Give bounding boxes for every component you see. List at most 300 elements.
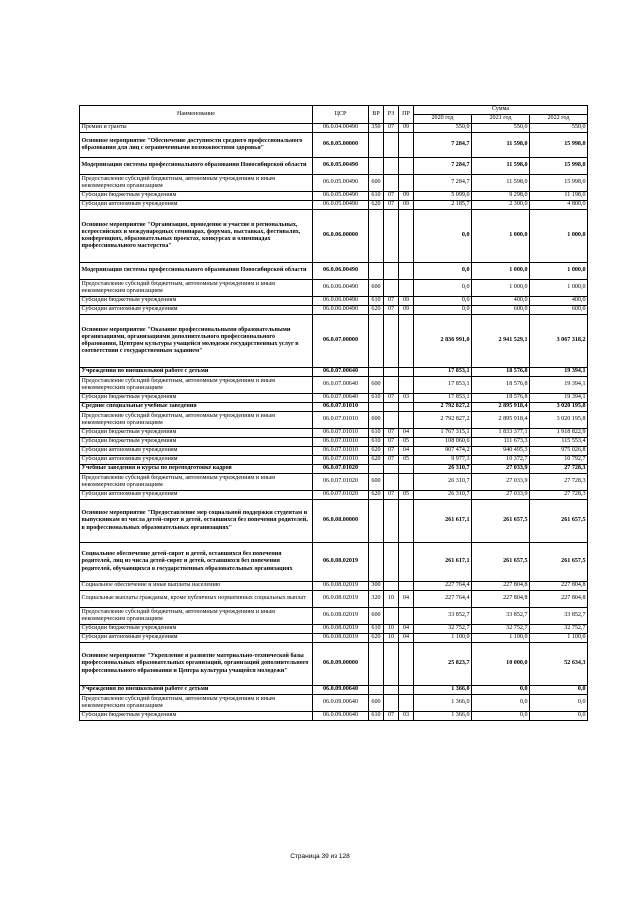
cell-v2020: 0,0 bbox=[414, 280, 472, 297]
cell-v2020: 26 310,7 bbox=[414, 465, 472, 474]
cell-name: Субсидии бюджетным учреждениям bbox=[80, 625, 313, 634]
header-vr: ВР bbox=[369, 106, 384, 124]
cell-rz: 07 bbox=[384, 201, 399, 210]
cell-v2022: 227 804,8 bbox=[530, 591, 588, 608]
cell-rz: 07 bbox=[384, 456, 399, 465]
cell-csr: 06.0.09.00640 bbox=[313, 695, 369, 712]
cell-rz bbox=[384, 210, 399, 263]
cell-rz: 07 bbox=[384, 192, 399, 201]
cell-vr bbox=[369, 263, 384, 280]
cell-name: Основное мероприятие "Оказание профессиональными образовательными организациями, организациями дополнительного профессионального образования, Центром культуры учащейся молодежи государственных услуг в соответствии с государственным заданием" bbox=[80, 315, 313, 368]
cell-pr: 09 bbox=[399, 297, 414, 306]
cell-v2021: 1 000,0 bbox=[472, 263, 530, 280]
cell-csr: 06.0.07.01010 bbox=[313, 403, 369, 412]
cell-rz bbox=[384, 608, 399, 625]
cell-name: Субсидии бюджетным учреждениям bbox=[80, 712, 313, 721]
table-row bbox=[80, 634, 588, 643]
cell-v2021: 227 804,8 bbox=[472, 591, 530, 608]
cell-pr bbox=[399, 695, 414, 712]
cell-v2021: 1 833 377,1 bbox=[472, 429, 530, 438]
cell-vr bbox=[369, 686, 384, 695]
cell-rz bbox=[384, 582, 399, 591]
cell-rz bbox=[384, 368, 399, 377]
cell-v2022: 11 198,0 bbox=[530, 192, 588, 201]
cell-v2021: 11 598,0 bbox=[472, 175, 530, 192]
cell-csr: 06.0.08.02019 bbox=[313, 608, 369, 625]
cell-vr bbox=[369, 158, 384, 175]
cell-name: Предоставление субсидий бюджетным, автономным учреждениям и иным некоммерческим организациям bbox=[80, 474, 313, 491]
table-row bbox=[80, 201, 588, 210]
cell-rz bbox=[384, 543, 399, 582]
cell-vr: 620 bbox=[369, 447, 384, 456]
cell-pr bbox=[399, 263, 414, 280]
cell-pr: 05 bbox=[399, 491, 414, 500]
cell-v2020: 0,0 bbox=[414, 263, 472, 280]
cell-csr: 06.0.07.00640 bbox=[313, 368, 369, 377]
cell-v2021: 27 033,9 bbox=[472, 465, 530, 474]
cell-vr: 600 bbox=[369, 280, 384, 297]
budget-table-container bbox=[79, 105, 587, 721]
cell-v2021: 10 000,0 bbox=[472, 643, 530, 686]
cell-v2020: 32 752,7 bbox=[414, 625, 472, 634]
cell-csr: 06.0.06.00490 bbox=[313, 306, 369, 315]
cell-v2021: 32 752,7 bbox=[472, 625, 530, 634]
cell-csr: 06.0.07.00640 bbox=[313, 377, 369, 394]
header-csr: ЦСР bbox=[313, 106, 369, 124]
cell-csr: 06.0.05.00490 bbox=[313, 158, 369, 175]
cell-v2021: 18 576,8 bbox=[472, 394, 530, 403]
cell-v2022: 52 634,3 bbox=[530, 643, 588, 686]
cell-name: Субсидии бюджетным учреждениям bbox=[80, 429, 313, 438]
cell-vr: 610 bbox=[369, 297, 384, 306]
cell-pr: 04 bbox=[399, 634, 414, 643]
cell-csr: 06.0.05.00000 bbox=[313, 133, 369, 158]
cell-pr: 09 bbox=[399, 201, 414, 210]
cell-pr bbox=[399, 133, 414, 158]
cell-name: Социальные выплаты гражданам, кроме публичных нормативных социальных выплат bbox=[80, 591, 313, 608]
cell-v2022: 19 394,1 bbox=[530, 368, 588, 377]
cell-rz: 07 bbox=[384, 306, 399, 315]
cell-vr bbox=[369, 643, 384, 686]
cell-rz: 07 bbox=[384, 491, 399, 500]
cell-rz bbox=[384, 686, 399, 695]
cell-vr bbox=[369, 315, 384, 368]
cell-csr: 06.0.08.02019 bbox=[313, 625, 369, 634]
cell-pr: 05 bbox=[399, 438, 414, 447]
cell-vr bbox=[369, 133, 384, 158]
cell-csr: 06.0.09.00640 bbox=[313, 686, 369, 695]
cell-name: Субсидии бюджетным учреждениям bbox=[80, 394, 313, 403]
table-row bbox=[80, 491, 588, 500]
cell-name: Премии и гранты bbox=[80, 124, 313, 133]
cell-v2020: 1 366,0 bbox=[414, 712, 472, 721]
cell-vr: 620 bbox=[369, 306, 384, 315]
cell-v2020: 2 792 827,2 bbox=[414, 412, 472, 429]
header-year-2020: 2020 год bbox=[414, 115, 472, 124]
table-row bbox=[80, 625, 588, 634]
cell-rz: 10 bbox=[384, 591, 399, 608]
cell-csr: 06.0.09.00000 bbox=[313, 643, 369, 686]
cell-v2022: 15 998,0 bbox=[530, 175, 588, 192]
cell-vr: 600 bbox=[369, 695, 384, 712]
cell-name: Субсидии автономным учреждениям bbox=[80, 634, 313, 643]
cell-v2020: 2 792 827,2 bbox=[414, 403, 472, 412]
table-row bbox=[80, 712, 588, 721]
cell-pr: 03 bbox=[399, 394, 414, 403]
table-row bbox=[80, 686, 588, 695]
cell-pr bbox=[399, 377, 414, 394]
cell-rz: 07 bbox=[384, 447, 399, 456]
table-row bbox=[80, 582, 588, 591]
cell-csr: 06.0.08.02019 bbox=[313, 582, 369, 591]
cell-name: Основное мероприятие "Организация, проведение и участие в региональных, всероссийских и международных семинарах, форумах, выставках, фестивалях, конференциях, образовательных проектах, конкурсах и олимпиадах профессионального мастерства" bbox=[80, 210, 313, 263]
cell-v2020: 33 852,7 bbox=[414, 608, 472, 625]
cell-pr: 09 bbox=[399, 306, 414, 315]
cell-v2021: 400,0 bbox=[472, 297, 530, 306]
cell-pr bbox=[399, 500, 414, 543]
cell-pr bbox=[399, 412, 414, 429]
cell-name: Субсидии автономным учреждениям bbox=[80, 201, 313, 210]
cell-name: Основное мероприятие "Обеспечение доступности среднего профессионального образования для лиц с ограниченными возможностями здоровья" bbox=[80, 133, 313, 158]
cell-name: Предоставление субсидий бюджетным, автономным учреждениям и иным некоммерческим организациям bbox=[80, 377, 313, 394]
table-row bbox=[80, 280, 588, 297]
table-row bbox=[80, 412, 588, 429]
table-row bbox=[80, 438, 588, 447]
table-row bbox=[80, 377, 588, 394]
cell-name: Учреждения по внешкольной работе с детьми bbox=[80, 368, 313, 377]
cell-name: Предоставление субсидий бюджетным, автономным учреждениям и иным некоммерческим организациям bbox=[80, 175, 313, 192]
table-row bbox=[80, 608, 588, 625]
cell-v2021: 550,0 bbox=[472, 124, 530, 133]
cell-v2020: 17 853,1 bbox=[414, 394, 472, 403]
cell-v2021: 2 941 529,1 bbox=[472, 315, 530, 368]
table-row bbox=[80, 263, 588, 280]
table-row bbox=[80, 643, 588, 686]
cell-csr: 06.0.07.00000 bbox=[313, 315, 369, 368]
cell-vr: 600 bbox=[369, 175, 384, 192]
cell-vr: 610 bbox=[369, 429, 384, 438]
cell-v2022: 3 020 195,8 bbox=[530, 403, 588, 412]
cell-name: Учреждения по внешкольной работе с детьми bbox=[80, 686, 313, 695]
cell-v2021: 10 372,7 bbox=[472, 456, 530, 465]
cell-v2022: 1 100,0 bbox=[530, 634, 588, 643]
cell-rz: 07 bbox=[384, 429, 399, 438]
cell-csr: 06.0.07.01010 bbox=[313, 456, 369, 465]
cell-v2022: 600,0 bbox=[530, 306, 588, 315]
cell-v2022: 400,0 bbox=[530, 297, 588, 306]
cell-csr: 06.0.08.02019 bbox=[313, 591, 369, 608]
cell-v2022: 4 800,0 bbox=[530, 201, 588, 210]
cell-v2021: 0,0 bbox=[472, 695, 530, 712]
cell-csr: 06.0.07.01010 bbox=[313, 438, 369, 447]
cell-v2021: 261 657,5 bbox=[472, 500, 530, 543]
cell-v2021: 227 804,8 bbox=[472, 582, 530, 591]
cell-vr: 300 bbox=[369, 582, 384, 591]
cell-v2022: 27 728,3 bbox=[530, 465, 588, 474]
cell-rz bbox=[384, 474, 399, 491]
cell-pr bbox=[399, 643, 414, 686]
cell-csr: 06.0.07.01020 bbox=[313, 491, 369, 500]
cell-v2022: 115 553,4 bbox=[530, 438, 588, 447]
cell-v2020: 227 764,4 bbox=[414, 591, 472, 608]
cell-vr bbox=[369, 465, 384, 474]
cell-rz bbox=[384, 403, 399, 412]
cell-v2022: 3 067 318,2 bbox=[530, 315, 588, 368]
cell-pr bbox=[399, 608, 414, 625]
cell-name: Основное мероприятие "Предоставление мер социальной поддержки студентам и выпускникам из числа детей-сирот и детей, оставшихся без попечения родителей, в профессиональных образовательных организациях" bbox=[80, 500, 313, 543]
cell-name: Предоставление субсидий бюджетным, автономным учреждениям и иным некоммерческим организациям bbox=[80, 412, 313, 429]
header-name: Наименование bbox=[80, 106, 313, 124]
cell-pr: 03 bbox=[399, 712, 414, 721]
cell-v2020: 5 099,0 bbox=[414, 192, 472, 201]
cell-vr: 610 bbox=[369, 394, 384, 403]
cell-rz bbox=[384, 263, 399, 280]
cell-csr: 06.0.06.00490 bbox=[313, 280, 369, 297]
cell-v2022: 19 394,1 bbox=[530, 394, 588, 403]
cell-v2020: 261 617,1 bbox=[414, 500, 472, 543]
cell-pr bbox=[399, 210, 414, 263]
cell-rz bbox=[384, 695, 399, 712]
table-row bbox=[80, 192, 588, 201]
cell-v2021: 33 852,7 bbox=[472, 608, 530, 625]
header-rz: РЗ bbox=[384, 106, 399, 124]
cell-pr: 09 bbox=[399, 124, 414, 133]
cell-vr: 600 bbox=[369, 412, 384, 429]
cell-rz: 07 bbox=[384, 438, 399, 447]
cell-v2022: 27 728,3 bbox=[530, 474, 588, 491]
cell-csr: 06.0.05.00490 bbox=[313, 201, 369, 210]
cell-v2021: 0,0 bbox=[472, 712, 530, 721]
cell-rz bbox=[384, 500, 399, 543]
cell-rz bbox=[384, 315, 399, 368]
table-row bbox=[80, 403, 588, 412]
table-row bbox=[80, 124, 588, 133]
table-row bbox=[80, 465, 588, 474]
cell-rz bbox=[384, 412, 399, 429]
cell-csr: 06.0.07.01010 bbox=[313, 412, 369, 429]
cell-v2022: 1 000,0 bbox=[530, 280, 588, 297]
budget-table-body bbox=[80, 124, 588, 721]
cell-pr bbox=[399, 315, 414, 368]
cell-v2020: 2 185,7 bbox=[414, 201, 472, 210]
cell-v2022: 0,0 bbox=[530, 712, 588, 721]
cell-pr bbox=[399, 543, 414, 582]
cell-csr: 06.0.04.00490 bbox=[313, 124, 369, 133]
cell-vr bbox=[369, 500, 384, 543]
cell-v2021: 2 300,0 bbox=[472, 201, 530, 210]
cell-v2021: 27 033,9 bbox=[472, 474, 530, 491]
cell-pr bbox=[399, 474, 414, 491]
table-row bbox=[80, 158, 588, 175]
cell-v2020: 0,0 bbox=[414, 210, 472, 263]
cell-name: Субсидии бюджетным учреждениям bbox=[80, 438, 313, 447]
cell-pr: 04 bbox=[399, 625, 414, 634]
table-row bbox=[80, 297, 588, 306]
table-row bbox=[80, 543, 588, 582]
cell-v2020: 1 366,0 bbox=[414, 695, 472, 712]
cell-name: Предоставление субсидий бюджетным, автономным учреждениям и иным некоммерческим организациям bbox=[80, 695, 313, 712]
cell-v2021: 27 033,9 bbox=[472, 491, 530, 500]
cell-csr: 06.0.08.02019 bbox=[313, 634, 369, 643]
cell-v2020: 1 100,0 bbox=[414, 634, 472, 643]
cell-name: Субсидии автономным учреждениям bbox=[80, 491, 313, 500]
table-row bbox=[80, 210, 588, 263]
cell-rz bbox=[384, 133, 399, 158]
table-row bbox=[80, 394, 588, 403]
cell-pr bbox=[399, 465, 414, 474]
cell-vr: 610 bbox=[369, 438, 384, 447]
table-row bbox=[80, 175, 588, 192]
cell-vr: 600 bbox=[369, 377, 384, 394]
cell-v2022: 261 657,5 bbox=[530, 500, 588, 543]
cell-csr: 06.0.08.00000 bbox=[313, 500, 369, 543]
cell-rz: 10 bbox=[384, 625, 399, 634]
cell-v2022: 227 804,8 bbox=[530, 582, 588, 591]
cell-v2020: 9 977,3 bbox=[414, 456, 472, 465]
cell-name: Учебные заведения и курсы по переподготовке кадров bbox=[80, 465, 313, 474]
cell-v2022: 27 728,3 bbox=[530, 491, 588, 500]
cell-v2020: 261 617,1 bbox=[414, 543, 472, 582]
cell-name: Субсидии бюджетным учреждениям bbox=[80, 297, 313, 306]
table-row bbox=[80, 315, 588, 368]
cell-rz bbox=[384, 643, 399, 686]
cell-v2022: 33 852,7 bbox=[530, 608, 588, 625]
cell-pr: 04 bbox=[399, 591, 414, 608]
cell-vr: 620 bbox=[369, 634, 384, 643]
cell-v2020: 25 823,7 bbox=[414, 643, 472, 686]
cell-vr: 320 bbox=[369, 591, 384, 608]
cell-csr: 06.0.09.00640 bbox=[313, 712, 369, 721]
cell-v2021: 261 657,5 bbox=[472, 543, 530, 582]
cell-pr: 05 bbox=[399, 456, 414, 465]
table-row bbox=[80, 368, 588, 377]
cell-v2020: 7 284,7 bbox=[414, 158, 472, 175]
cell-vr bbox=[369, 543, 384, 582]
cell-v2021: 1 100,0 bbox=[472, 634, 530, 643]
cell-v2020: 2 836 991,0 bbox=[414, 315, 472, 368]
cell-rz bbox=[384, 280, 399, 297]
cell-v2020: 1 366,0 bbox=[414, 686, 472, 695]
cell-pr bbox=[399, 175, 414, 192]
cell-v2022: 261 657,5 bbox=[530, 543, 588, 582]
cell-rz: 10 bbox=[384, 634, 399, 643]
cell-vr bbox=[369, 210, 384, 263]
cell-name: Социальное обеспечение детей-сирот и детей, оставшихся без попечения родителей, лиц из числа детей-сирот и детей, оставшихся без попечения родителей, обучающихся в государственных образовательных организациях bbox=[80, 543, 313, 582]
cell-v2022: 15 998,0 bbox=[530, 133, 588, 158]
cell-pr: 04 bbox=[399, 447, 414, 456]
cell-pr bbox=[399, 368, 414, 377]
cell-v2020: 907 474,2 bbox=[414, 447, 472, 456]
cell-vr: 610 bbox=[369, 712, 384, 721]
cell-v2021: 11 598,0 bbox=[472, 133, 530, 158]
cell-name: Субсидии автономным учреждениям bbox=[80, 447, 313, 456]
cell-vr: 610 bbox=[369, 192, 384, 201]
cell-v2022: 19 394,1 bbox=[530, 377, 588, 394]
cell-v2022: 32 752,7 bbox=[530, 625, 588, 634]
cell-v2021: 11 598,0 bbox=[472, 158, 530, 175]
cell-name: Субсидии бюджетным учреждениям bbox=[80, 192, 313, 201]
cell-name: Модернизация системы профессионального образования Новосибирской области bbox=[80, 158, 313, 175]
header-year-2021: 2021 год bbox=[472, 115, 530, 124]
cell-vr: 350 bbox=[369, 124, 384, 133]
cell-v2020: 17 853,1 bbox=[414, 377, 472, 394]
table-row bbox=[80, 474, 588, 491]
cell-v2020: 17 853,1 bbox=[414, 368, 472, 377]
cell-pr: 04 bbox=[399, 429, 414, 438]
cell-rz: 07 bbox=[384, 297, 399, 306]
cell-csr: 06.0.05.00490 bbox=[313, 175, 369, 192]
cell-v2020: 550,0 bbox=[414, 124, 472, 133]
cell-v2020: 227 764,4 bbox=[414, 582, 472, 591]
cell-csr: 06.0.07.00640 bbox=[313, 394, 369, 403]
cell-name: Средние специальные учебные заведения bbox=[80, 403, 313, 412]
cell-vr: 600 bbox=[369, 608, 384, 625]
cell-rz bbox=[384, 465, 399, 474]
cell-v2022: 975 026,8 bbox=[530, 447, 588, 456]
cell-csr: 06.0.07.01010 bbox=[313, 429, 369, 438]
cell-name: Модернизация системы профессионального образования Новосибирской области bbox=[80, 263, 313, 280]
cell-rz bbox=[384, 377, 399, 394]
table-row bbox=[80, 133, 588, 158]
cell-pr bbox=[399, 403, 414, 412]
cell-name: Субсидии автономным учреждениям bbox=[80, 306, 313, 315]
cell-pr bbox=[399, 158, 414, 175]
cell-v2020: 0,0 bbox=[414, 306, 472, 315]
cell-v2021: 940 495,3 bbox=[472, 447, 530, 456]
cell-v2021: 600,0 bbox=[472, 306, 530, 315]
cell-v2022: 15 998,0 bbox=[530, 158, 588, 175]
cell-pr bbox=[399, 280, 414, 297]
cell-rz: 07 bbox=[384, 712, 399, 721]
cell-v2020: 26 310,7 bbox=[414, 491, 472, 500]
header-pr: ПР bbox=[399, 106, 414, 124]
table-row bbox=[80, 695, 588, 712]
cell-v2020: 7 284,7 bbox=[414, 133, 472, 158]
cell-vr: 620 bbox=[369, 491, 384, 500]
cell-pr bbox=[399, 686, 414, 695]
table-row bbox=[80, 447, 588, 456]
cell-csr: 06.0.07.01010 bbox=[313, 447, 369, 456]
cell-vr bbox=[369, 403, 384, 412]
cell-v2022: 1 000,0 bbox=[530, 263, 588, 280]
cell-name: Основное мероприятие "Укрепление и развитие материально-технической базы профессиональных образовательных организаций, организаций дополнительного профессионального образования и Центра культуры учащейся молодежи" bbox=[80, 643, 313, 686]
cell-v2021: 1 000,0 bbox=[472, 280, 530, 297]
cell-csr: 06.0.06.00000 bbox=[313, 210, 369, 263]
table-row bbox=[80, 429, 588, 438]
cell-v2021: 2 895 918,4 bbox=[472, 412, 530, 429]
table-row bbox=[80, 306, 588, 315]
cell-v2021: 0,0 bbox=[472, 686, 530, 695]
cell-name: Субсидии автономным учреждениям bbox=[80, 456, 313, 465]
cell-csr: 06.0.06.00490 bbox=[313, 297, 369, 306]
cell-vr bbox=[369, 368, 384, 377]
cell-v2020: 26 310,7 bbox=[414, 474, 472, 491]
cell-v2022: 1 918 822,9 bbox=[530, 429, 588, 438]
cell-rz: 07 bbox=[384, 124, 399, 133]
table-row bbox=[80, 456, 588, 465]
cell-v2022: 0,0 bbox=[530, 695, 588, 712]
cell-csr: 06.0.07.01020 bbox=[313, 465, 369, 474]
cell-vr: 610 bbox=[369, 625, 384, 634]
table-row bbox=[80, 500, 588, 543]
cell-v2020: 108 060,6 bbox=[414, 438, 472, 447]
header-sum: Сумма bbox=[414, 106, 588, 115]
table-row bbox=[80, 591, 588, 608]
cell-csr: 06.0.06.00490 bbox=[313, 263, 369, 280]
cell-vr: 620 bbox=[369, 201, 384, 210]
cell-pr: 09 bbox=[399, 192, 414, 201]
cell-v2020: 7 284,7 bbox=[414, 175, 472, 192]
